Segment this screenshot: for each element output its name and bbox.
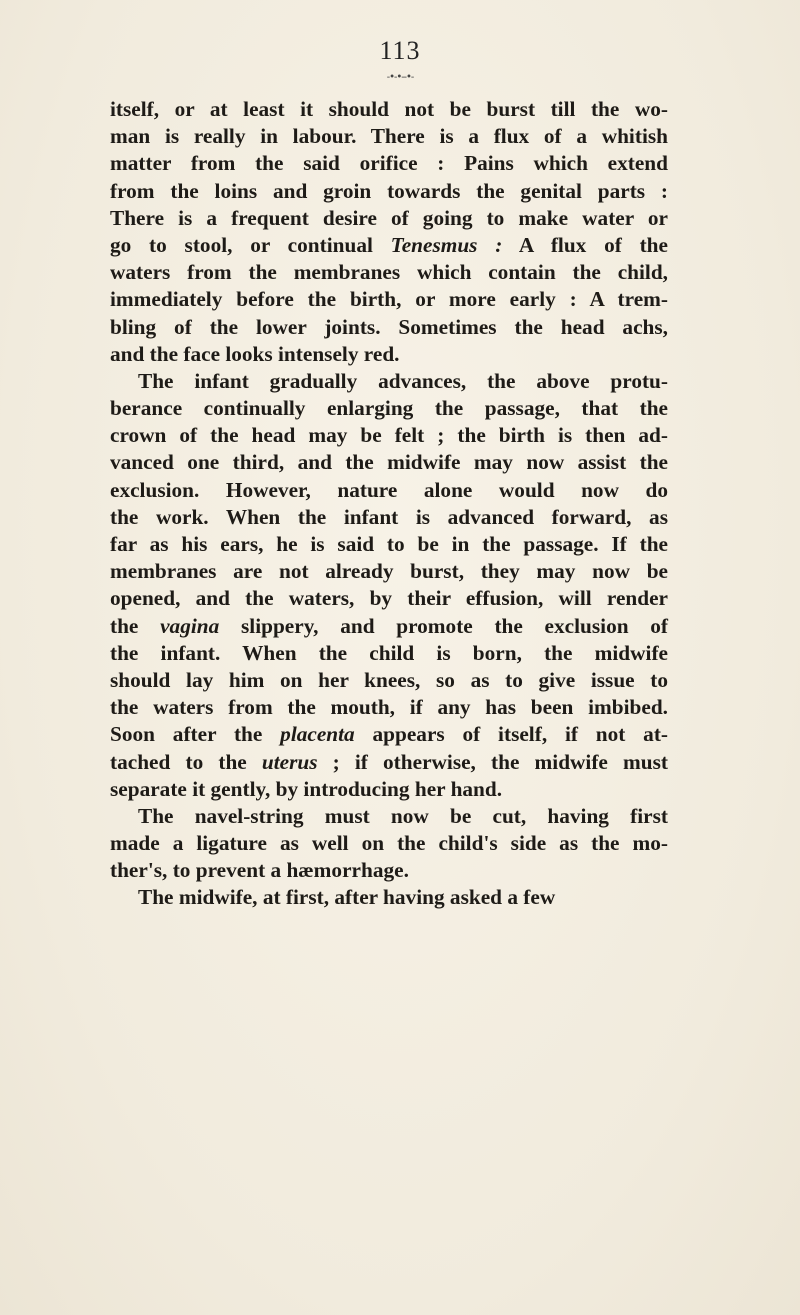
body-text: [110, 96, 668, 912]
text-line: ther's, to prevent a hæmorrhage.: [110, 858, 409, 883]
text-line: berance continually enlarging the passage, that the: [110, 396, 668, 421]
text-line: and the face looks intensely red.: [110, 341, 400, 366]
text-line: The navel-string must now be cut, having first: [138, 803, 668, 828]
text-line: [110, 749, 668, 776]
text-line: There is a frequent desire of going to make water or: [110, 205, 668, 230]
text-line: [110, 232, 668, 259]
text-line: the infant. When the child is born, the midwife: [110, 640, 668, 665]
header-ornament: -•-•--•-: [386, 72, 414, 83]
text-line: bling of the lower joints. Sometimes the head achs,: [110, 314, 668, 339]
text-line: matter from the said orifice : Pains which extend: [110, 151, 668, 176]
text-run: Soon after the: [110, 722, 281, 747]
text-line: exclusion. However, nature alone would now do: [110, 477, 668, 502]
text-line: The infant gradually advances, the above protu-: [138, 368, 668, 393]
text-line: from the loins and groin towards the genital parts :: [110, 178, 668, 203]
italic-term: uterus: [261, 749, 318, 774]
text-line: far as his ears, he is said to be in the passage. If the: [110, 532, 668, 556]
text-line: should lay him on her knees, so as to give issue to: [110, 667, 668, 692]
text-line: man is really in labour. There is a flux of a whitish: [110, 124, 668, 149]
text-run: tached to the: [110, 749, 262, 774]
text-line: The midwife, at first, after having asked a few: [138, 885, 556, 910]
text-line: membranes are not already burst, they may now be: [110, 559, 668, 584]
text-line: the work. When the infant is advanced forward, as: [110, 504, 668, 529]
text-run: A flux of the: [502, 232, 668, 257]
italic-term: placenta: [280, 722, 355, 747]
text-line: the waters from the mouth, if any has been imbibed.: [110, 695, 668, 720]
text-line: immediately before the birth, or more early : A trem-: [110, 287, 668, 312]
text-line: [110, 721, 668, 748]
text-line: crown of the head may be felt ; the birth is then ad-: [110, 423, 668, 448]
text-line: itself, or at least it should not be burst till the wo-: [110, 97, 668, 121]
italic-term: vagina: [160, 613, 220, 638]
text-run: go to stool, or continual: [110, 232, 391, 257]
italic-term: Tenesmus :: [390, 232, 503, 257]
text-line: opened, and the waters, by their effusion, will render: [110, 586, 668, 611]
page-number: 113: [379, 36, 421, 65]
text-line: made a ligature as well on the child's side as the mo-: [110, 831, 668, 856]
text-line: separate it gently, by introducing her hand.: [110, 776, 503, 801]
text-run: slippery, and promote the exclusion of: [219, 613, 669, 638]
text-line: waters from the membranes which contain the child,: [110, 260, 668, 285]
text-run: appears of itself, if not at-: [354, 722, 669, 747]
text-line: [110, 613, 668, 640]
text-run: the: [110, 613, 161, 638]
text-line: vanced one third, and the midwife may now assist the: [110, 450, 668, 475]
text-run: ; if otherwise, the midwife must: [317, 749, 668, 774]
